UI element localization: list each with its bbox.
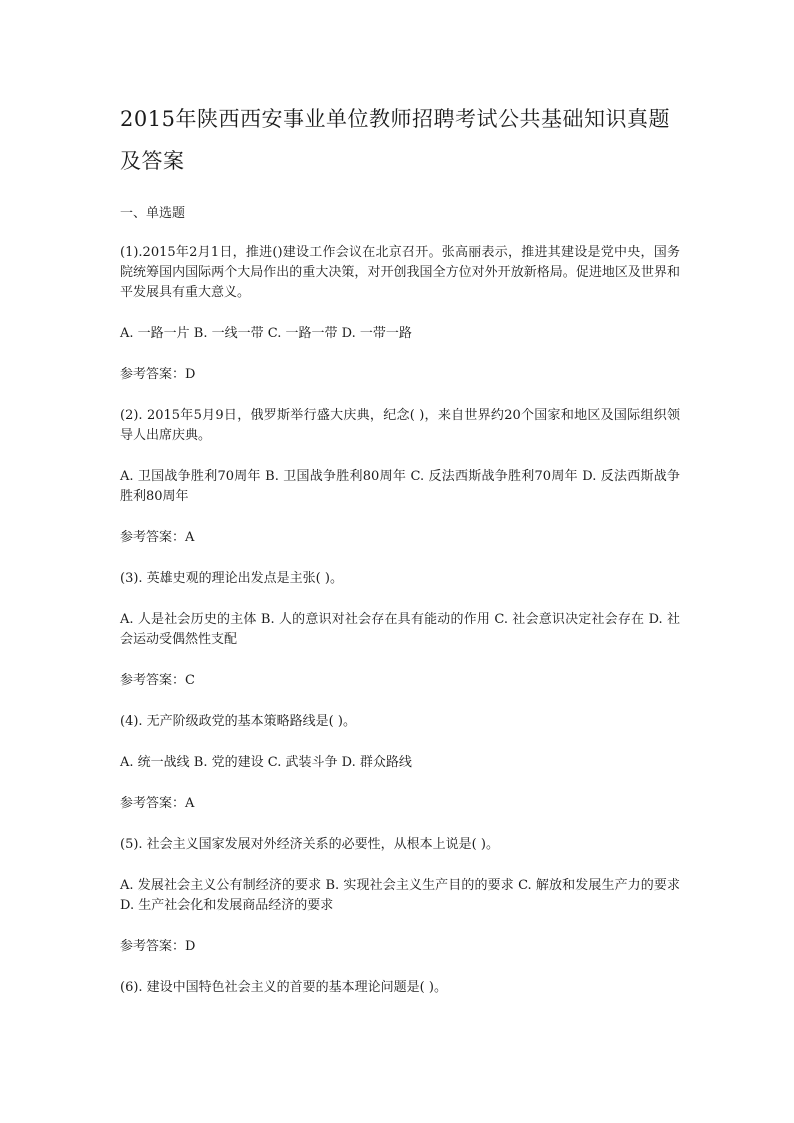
question-stem: (3). 英雄史观的理论出发点是主张( )。 — [120, 571, 343, 586]
question-stem: (5). 社会主义国家发展对外经济关系的必要性，从根本上说是( )。 — [120, 837, 499, 852]
question-answer: 参考答案：C — [120, 673, 195, 688]
document-title: 2015年陕西西安事业单位教师招聘考试公共基础知识真题及答案 — [120, 107, 670, 173]
question-answer: 参考答案：A — [120, 796, 195, 811]
question-answer: 参考答案：A — [120, 530, 195, 545]
question-answer: 参考答案：D — [120, 367, 196, 382]
question-options: A. 统一战线 B. 党的建设 C. 武装斗争 D. 群众路线 — [120, 755, 412, 770]
question-4 — [120, 712, 680, 814]
question-options: A. 一路一片 B. 一线一带 C. 一路一带 D. 一带一路 — [120, 326, 412, 341]
question-options: A. 人是社会历史的主体 B. 人的意识对社会存在具有能动的作用 C. 社会意识决定社会存在 D. 社会运动受偶然性支配 — [120, 612, 680, 647]
section-heading: 一、单选题 — [120, 206, 186, 221]
question-options: A. 发展社会主义公有制经济的要求 B. 实现社会主义生产目的的要求 C. 解放和发展生产力的要求 D. 生产社会化和发展商品经济的要求 — [120, 878, 680, 913]
question-stem: (4). 无产阶级政党的基本策略路线是( )。 — [120, 714, 356, 729]
question-3 — [120, 569, 680, 691]
question-stem: (1).2015年2月1日，推进()建设工作会议在北京召开。张高丽表示，推进其建设是党中央，国务院统筹国内国际两个大局作出的重大决策，对开创我国全方位对外开放新格局。促进地区及世界和平发展具有重大意义。 — [120, 245, 680, 300]
document-page — [120, 98, 680, 1019]
question-1 — [120, 243, 680, 385]
question-6 — [120, 978, 680, 998]
question-stem: (6). 建设中国特色社会主义的首要的基本理论问题是( )。 — [120, 980, 447, 995]
question-5 — [120, 835, 680, 957]
question-options: A. 卫国战争胜利70周年 B. 卫国战争胜利80周年 C. 反法西斯战争胜利70周年 D. 反法西斯战争胜利80周年 — [120, 469, 680, 504]
question-answer: 参考答案：D — [120, 939, 196, 954]
question-2 — [120, 406, 680, 548]
question-stem: (2). 2015年5月9日，俄罗斯举行盛大庆典，纪念( )，来自世界约20个国家和地区及国际组织领导人出席庆典。 — [120, 408, 680, 443]
